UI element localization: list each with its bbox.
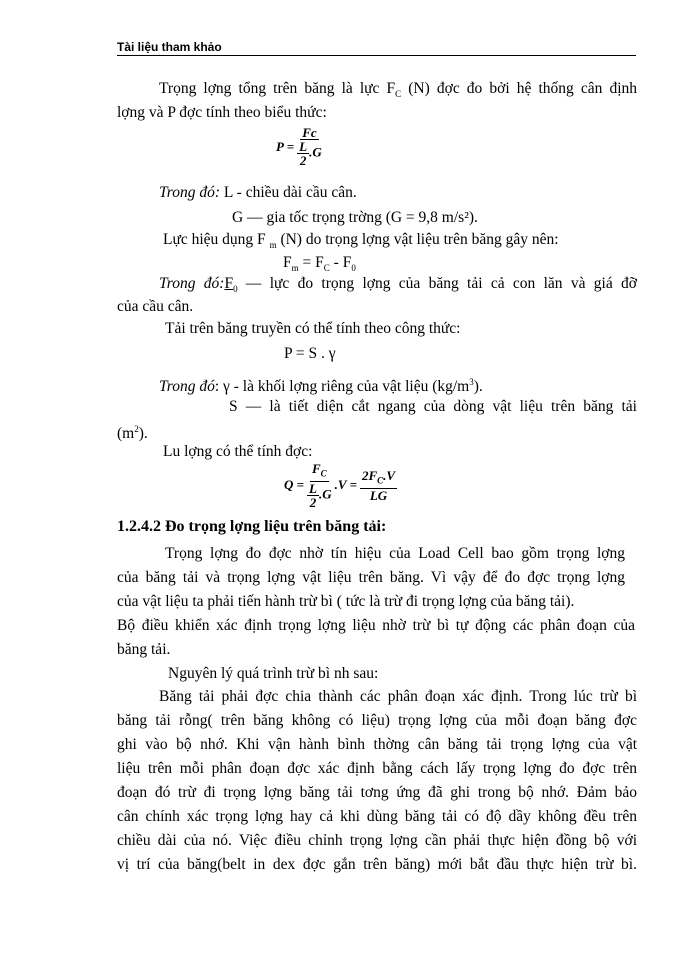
- section-heading: 1.2.4.2 Đo trọng lợng liệu trên băng tải:: [117, 518, 387, 535]
- where3-line3: $(m^2)$.: [117, 424, 148, 443]
- header-divider: [117, 55, 636, 56]
- para7-line: vị trí của băng(belt in dex đợc gắn trên băng) mới bắt đầu thực hiện trừ bì.: [117, 856, 637, 873]
- para7-line: đoạn đó trừ đi trọng lợng băng tải tơng ứng đã ghi trong bộ nhớ. Đảm bảo: [117, 784, 637, 801]
- where3-line1: Trong đó: γ - là khối lợng riêng của vật liệu $(kg/m^3)$.: [159, 377, 483, 396]
- para7-line: cân chính xác trọng lợng hay cả khi dùng băng tải có độ dầy không đều trên: [117, 808, 637, 825]
- para6-line1: Nguyên lý quá trình trừ bì nh sau:: [168, 665, 379, 682]
- para5-line: của băng tải và trọng lợng vật liệu trên băng. Vì vậy để đo đợc trọng lợng: [117, 569, 625, 586]
- para5-line: Trọng lợng đo đợc nhờ tín hiệu của Load Cell bao gồm trọng lợng: [165, 545, 625, 562]
- where2-line2: của cầu cân.: [117, 298, 194, 315]
- where1-line1: Trong đó: L - chiều dài cầu cân.: [159, 184, 357, 201]
- formula-p-s: P = S . γ: [284, 345, 336, 362]
- formula-q: Q = $F_C$ $\frac{L}{2}$ .G .V = $\frac{2F_C.V}{LG}$: [284, 461, 396, 510]
- para1-line1: Trọng lợng tổng trên băng là lực $F_C$ (N) đợc đo bởi hệ thống cân định: [159, 80, 637, 100]
- formula-p: P = Fc $\frac{L}{2}$ .G: [276, 125, 322, 168]
- para7-line: Băng tải phải đợc chia thành các phân đoạn xác định. Trong lúc trừ bì: [159, 688, 637, 705]
- page-header-title: Tài liệu tham khảo: [117, 40, 222, 54]
- where3-line2: S — là tiết diện cắt ngang của dòng vật liệu trên băng tải: [229, 398, 637, 415]
- para7-line: liệu trên mỗi phân đoạn đợc xác định bằng cách lấy trọng lợng đo đợc trên: [117, 760, 637, 777]
- para4-line1: Lu lợng có thể tính đợc:: [163, 443, 313, 460]
- para2-line1: Lực hiệu dụng F $_m$ (N) do trọng lợng vật liệu trên băng gây nên:: [163, 231, 559, 251]
- para5-line: băng tải.: [117, 641, 171, 658]
- para7-line: băng tải rỗng( trên băng không có liệu) trọng lợng của mỗi đoạn băng đợc: [117, 712, 637, 729]
- where2-line1: Trong $đó:F_0$ — lực đo trọng lợng của băng tải cả con lăn và giá đỡ: [159, 275, 637, 295]
- formula-fm: $F_m = F_C - F_0$: [283, 254, 356, 274]
- where1-line2: G — gia tốc trọng trờng (G = 9,8 m/s²).: [232, 209, 478, 226]
- para3-line1: Tải trên băng truyền có thể tính theo công thức:: [165, 320, 461, 337]
- para7-line: chiều dài của nó. Việc điều chỉnh trọng lợng cần phải thực hiện đồng bộ với: [117, 832, 637, 849]
- para5-line: Bộ điều khiển xác định trọng lợng liệu nhờ trừ bì tự động các phân đoạn của: [117, 617, 635, 634]
- para5-line: của vật liệu ta phải tiến hành trừ bì ( tức là trừ đi trọng lợng của băng tải).: [117, 593, 575, 610]
- para7-line: ghi vào bộ nhớ. Khi vận hành bình thờng cân băng tải trọng lợng của vật: [117, 736, 637, 753]
- para1-line2: lợng và P đợc tính theo biểu thức:: [117, 104, 327, 121]
